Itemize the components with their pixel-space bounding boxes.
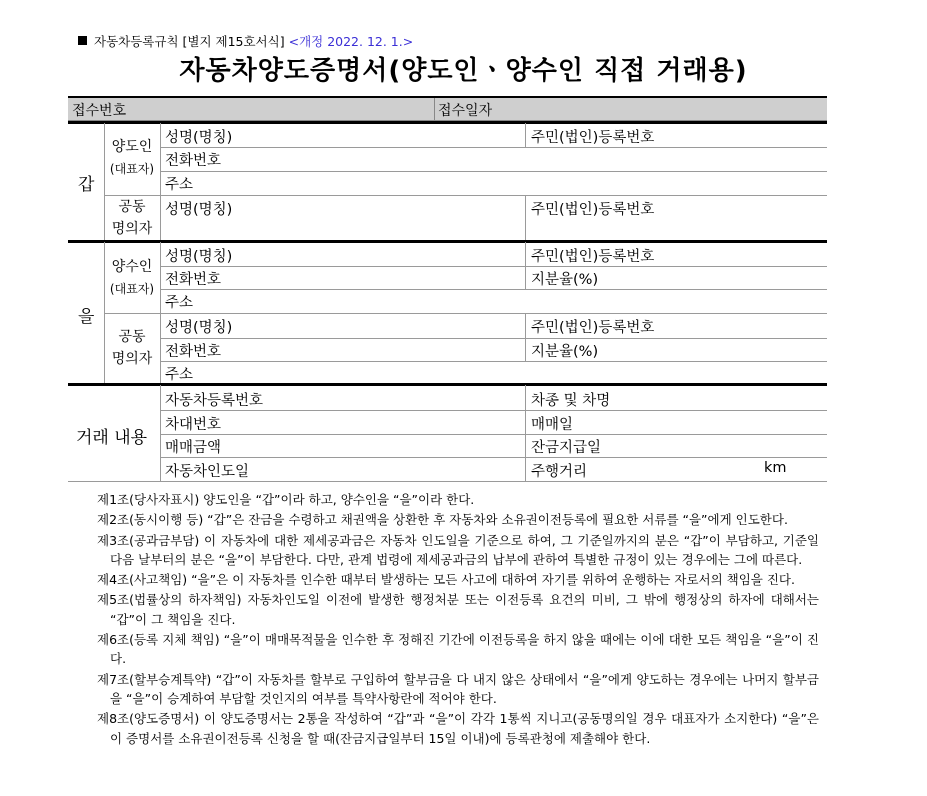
co-owner-text-2: 명의자 [111, 221, 153, 237]
transferee-label [104, 256, 160, 300]
reception-bar [68, 96, 827, 121]
transferee-reg-no-field[interactable]: 주민(법인)등록번호 [531, 249, 655, 265]
delivery-date-field[interactable]: 자동차인도일 [165, 464, 250, 480]
clause-4: 제4조(사고책임) “을”은 이 자동차를 인수한 때부터 발생하는 모든 사고에 대하여 자기를 위하여 운행하는 자로서의 책임을 진다. [97, 572, 795, 588]
transferee-phone-field[interactable]: 전화번호 [165, 272, 222, 288]
a-co-owner-reg-no-field[interactable]: 주민(법인)등록번호 [531, 202, 655, 218]
square-bullet-icon [78, 36, 87, 45]
a-co-owner-name-field[interactable]: 성명(명칭) [165, 202, 233, 218]
transferor-text: 양도인 [111, 139, 153, 155]
clause-3: 제3조(공과금부담) 이 자동차에 대한 제세공과금은 자동차 인도일을 기준으로 하여, 그 기준일까지의 분은 “갑”이 부담하고, 기준일 다음 날부터의 분은 “을”이 부담한다. 다만, 관계 법령에 제세공과금의 납부에 관하여 특별한 규정이 있는 경우에는 그에 따른다. [97, 532, 819, 567]
transferor-phone-field[interactable]: 전화번호 [165, 153, 222, 169]
transferor-address-field[interactable]: 주소 [165, 177, 194, 193]
mileage-unit: km [764, 460, 787, 476]
transferee-name-field[interactable]: 성명(명칭) [165, 249, 233, 265]
document-title: 자동차양도증명서(양도인ㆍ양수인 직접 거래용) [179, 56, 748, 86]
clause-8: 제8조(양도증명서) 이 양도증명서는 2통을 작성하여 “갑”과 “을”이 각각 1통씩 지니고(공동명의일 경우 대표자가 소지한다) “을”은 이 증명서를 소유권이전등록 신청을 할 때(잔금지급일부터 15일 이내)에 등록관청에 제출해야 한다. [97, 711, 819, 746]
section-top-border [68, 121, 827, 124]
transferor-rep-text: (대표자) [109, 162, 155, 176]
transferor-reg-no-field[interactable]: 주민(법인)등록번호 [531, 130, 655, 146]
mileage-field[interactable]: 주행거리 [531, 464, 588, 480]
transferor-label [104, 136, 160, 180]
form-reference-text: 자동차등록규칙 [별지 제15호서식] [94, 34, 285, 49]
vehicle-model-field[interactable]: 차종 및 차명 [531, 393, 611, 409]
clause-6: 제6조(등록 지체 책임) “을”이 매매목적물을 인수한 후 정해진 기간에 이전등록을 하지 않을 때에는 이에 대한 모든 책임을 “을”이 진다. [97, 632, 819, 667]
sale-date-field[interactable]: 매매일 [531, 417, 574, 433]
form-reference [78, 32, 413, 50]
clause-5: 제5조(법률상의 하자책임) 자동차인도일 이전에 발생한 행정처분 또는 이전등록 요건의 미비, 그 밖에 행정상의 하자에 대해서는 “갑”이 그 책임을 진다. [97, 592, 819, 627]
section-divider-a-b [68, 240, 827, 243]
party-b-co-owner-label [104, 326, 160, 370]
vin-field[interactable]: 차대번호 [165, 417, 222, 433]
clause-7: 제7조(할부승계특약) “갑”이 자동차를 할부로 구입하여 할부금을 다 내지 않은 상태에서 “을”에게 양도하는 경우에는 나머지 할부금을 “을”이 승계하여 부담할 것인지의 여부를 특약사항란에 적어야 한다. [97, 671, 819, 706]
party-b-label: 을 [78, 307, 95, 327]
clause-2: 제2조(동시이행 등) “갑”은 잔금을 수령하고 채권액을 상환한 후 자동차와 소유권이전등록에 필요한 서류를 “을”에게 인도한다. [97, 512, 788, 528]
transferee-text: 양수인 [111, 259, 153, 275]
receipt-date-label: 접수일자 [438, 103, 493, 119]
terms-clauses [97, 490, 819, 749]
transferor-name-field[interactable]: 성명(명칭) [165, 130, 233, 146]
party-a-label: 갑 [78, 175, 95, 195]
b-co-owner-address-field[interactable]: 주소 [165, 367, 194, 383]
co-owner-b-text-1: 공동 [118, 329, 146, 345]
vehicle-reg-no-field[interactable]: 자동차등록번호 [165, 393, 264, 409]
balance-date-field[interactable]: 잔금지급일 [531, 440, 602, 456]
revision-date: <개정 2022. 12. 1.> [288, 34, 414, 49]
b-co-owner-name-field[interactable]: 성명(명칭) [165, 320, 233, 336]
transaction-label: 거래 내용 [76, 428, 148, 448]
b-co-owner-phone-field[interactable]: 전화번호 [165, 344, 222, 360]
transferee-address-field[interactable]: 주소 [165, 295, 194, 311]
transferee-rep-text: (대표자) [109, 282, 155, 296]
sale-price-field[interactable]: 매매금액 [165, 440, 222, 456]
party-a-co-owner-label [104, 196, 160, 240]
b-co-owner-share-field[interactable]: 지분율(%) [531, 344, 599, 360]
receipt-number-label: 접수번호 [72, 103, 127, 119]
clause-1: 제1조(당사자표시) 양도인을 “갑”이라 하고, 양수인을 “을”이라 한다. [97, 492, 475, 507]
b-co-owner-reg-no-field[interactable]: 주민(법인)등록번호 [531, 320, 655, 336]
co-owner-b-text-2: 명의자 [111, 351, 153, 367]
transferee-share-field[interactable]: 지분율(%) [531, 272, 599, 288]
co-owner-text-1: 공동 [118, 199, 146, 215]
